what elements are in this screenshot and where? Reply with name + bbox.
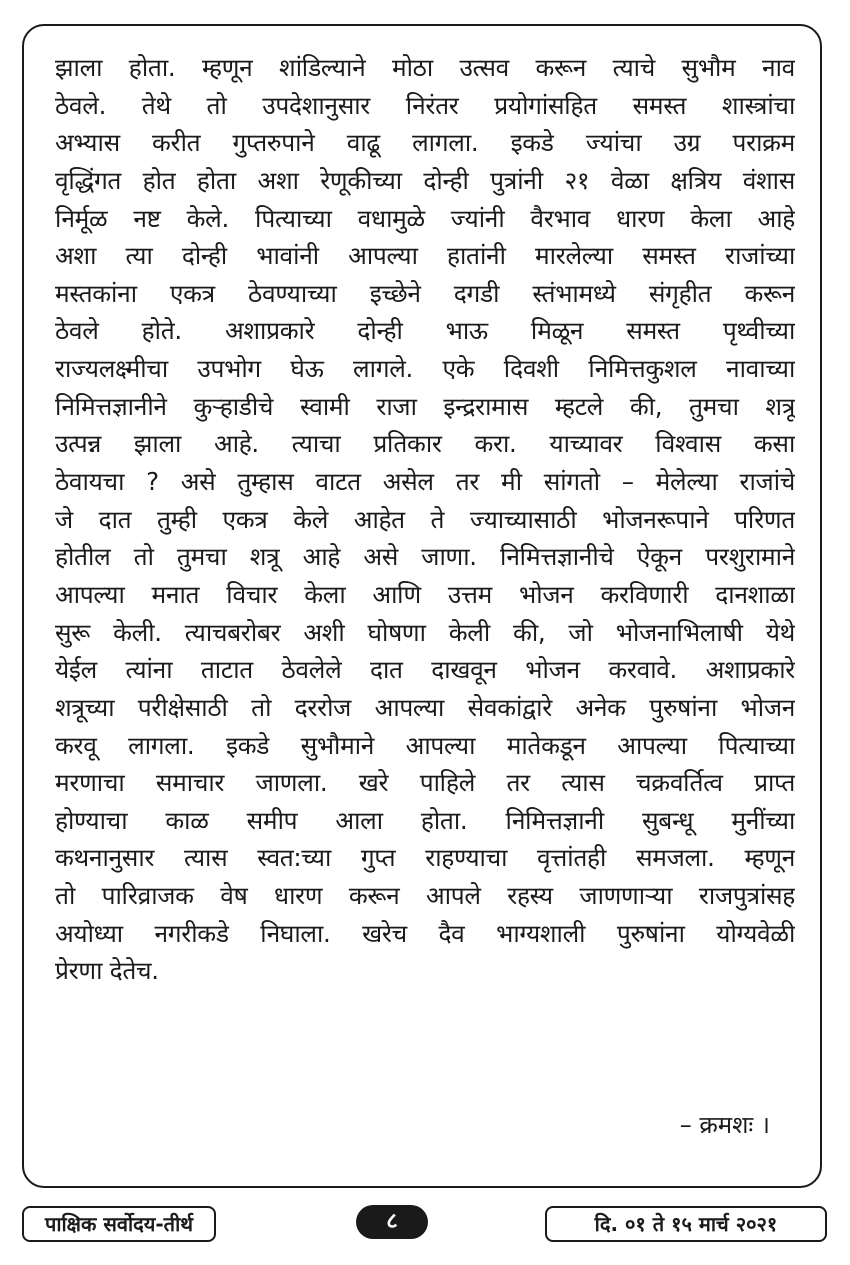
article-body: [55, 49, 795, 990]
continued-marker: – क्रमशः ।: [679, 1111, 770, 1139]
body-line: करवू लागला. इकडे सुभौमाने आपल्या मातेकडून आपल्या पित्याच्या: [55, 730, 795, 760]
body-line: मस्तकांना एकत्र ठेवण्याच्या इच्छेने दगडी स्तंभामध्ये संगृहीत करून: [55, 278, 795, 308]
body-line: वृद्धिंगत होत होता अशा रेणूकीच्या दोन्ही पुत्रांनी २१ वेळा क्षत्रिय वंशास: [55, 165, 795, 195]
page-number: ८: [356, 1205, 428, 1239]
publication-name: पाक्षिक सर्वोदय-तीर्थ: [22, 1206, 216, 1242]
body-line: तो पारिव्राजक वेष धारण करून आपले रहस्य जाणणाऱ्या राजपुत्रांसह: [55, 881, 795, 911]
body-line: कथनानुसार त्यास स्वत:च्या गुप्त राहण्याचा वृत्तांतही समजला. म्हणून: [55, 843, 795, 873]
body-line: उत्पन्न झाला आहे. त्याचा प्रतिकार करा. याच्यावर विश्वास कसा: [55, 429, 795, 459]
body-line: मरणाचा समाचार जाणला. खरे पाहिले तर त्यास चक्रवर्तित्व प्राप्त: [55, 768, 795, 798]
body-line: अयोध्या नगरीकडे निघाला. खरेच दैव भाग्यशाली पुरुषांना योग्यवेळी: [55, 918, 795, 948]
body-line-final: प्रेरणा देतेच.: [55, 956, 159, 986]
body-line: अशा त्या दोन्ही भावांनी आपल्या हातांनी मारलेल्या समस्त राजांच्या: [55, 241, 795, 271]
body-line: आपल्या मनात विचार केला आणि उत्तम भोजन करविणारी दानशाळा: [55, 579, 795, 609]
body-line: झाला होता. म्हणून शांडिल्याने मोठा उत्सव करून त्याचे सुभौम नाव: [55, 53, 795, 82]
body-line: होण्याचा काळ समीप आला होता. निमित्तज्ञानी सुबन्धू मुनींच्या: [55, 805, 795, 835]
body-line: ठेवले. तेथे तो उपदेशानुसार निरंतर प्रयोगांसहित समस्त शास्त्रांचा: [55, 90, 795, 120]
issue-date: दि. ०१ ते १५ मार्च २०२१: [545, 1206, 827, 1242]
body-line: शत्रूच्या परीक्षेसाठी तो दररोज आपल्या सेवकांद्वारे अनेक पुरुषांना भोजन: [55, 692, 795, 722]
body-line: निर्मूळ नष्ट केले. पित्याच्या वधामुळे ज्यांनी वैरभाव धारण केला आहे: [55, 203, 795, 233]
body-line: अभ्यास करीत गुप्तरुपाने वाढू लागला. इकडे ज्यांचा उग्र पराक्रम: [55, 128, 795, 158]
body-line: येईल त्यांना ताटात ठेवलेले दात दाखवून भोजन करवावे. अशाप्रकारे: [55, 655, 795, 685]
body-line: जे दात तुम्ही एकत्र केले आहेत ते ज्याच्यासाठी भोजनरूपाने परिणत: [55, 504, 795, 534]
body-line: सुरू केली. त्याचबरोबर अशी घोषणा केली की, जो भोजनाभिलाषी येथे: [55, 617, 795, 647]
body-line: ठेवायचा ? असे तुम्हास वाटत असेल तर मी सांगतो – मेलेल्या राजांचे: [55, 467, 795, 497]
body-line: राज्यलक्ष्मीचा उपभोग घेऊ लागले. एके दिवशी निमित्तकुशल नावाच्या: [55, 354, 795, 384]
body-line: निमित्तज्ञानीने कुऱ्हाडीचे स्वामी राजा इन्द्ररामास म्हटले की, तुमचा शत्रू: [55, 391, 795, 421]
body-line: ठेवले होते. अशाप्रकारे दोन्ही भाऊ मिळून समस्त पृथ्वीच्या: [55, 316, 795, 346]
body-line: होतील तो तुमचा शत्रू आहे असे जाणा. निमित्तज्ञानीचे ऐकून परशुरामाने: [55, 542, 795, 572]
